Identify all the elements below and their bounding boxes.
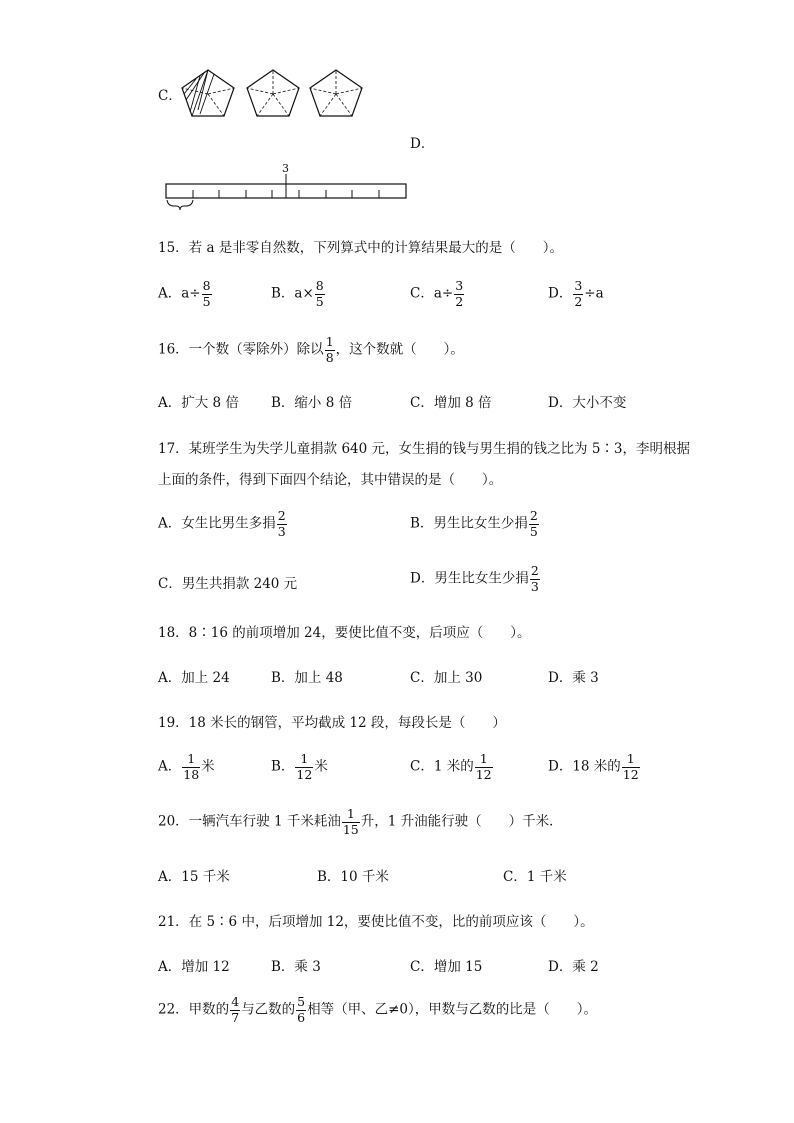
q19-stem: 19．18 米长的钢管，平均截成 12 段，每段长是（ ） (158, 715, 506, 731)
q15-stem: 15．若 a 是非零自然数，下列算式中的计算结果最大的是（ ）。 (158, 240, 564, 256)
q19-a-tail: 米 (201, 758, 215, 775)
q17-stem-line1: 17．某班学生为失学儿童捐款 640 元，女生捐的钱与男生捐的钱之比为 5∶3，李明根据 (158, 441, 690, 457)
fraction: $\frac{2}{3}$ (530, 563, 539, 594)
q19-option-d[interactable] (548, 753, 641, 781)
q20-stem-b: 升，1 升油能行驶（ ）千米． (360, 813, 563, 830)
fraction: $\frac{3}{2}$ (574, 278, 583, 309)
q20-option-b[interactable]: B．10 千米 (317, 869, 389, 885)
pentagon-plain-2 (310, 70, 362, 116)
q17-option-d[interactable] (410, 565, 541, 593)
q15-c-label: C．a÷ (410, 285, 454, 302)
q21-option-b[interactable]: B．乘 3 (271, 959, 321, 975)
q20-option-a[interactable]: A．15 千米 (158, 869, 230, 885)
q22-stem (158, 996, 597, 1024)
q19-b-tail: 米 (314, 758, 328, 775)
fraction: $\frac{8}{5}$ (202, 278, 211, 309)
q17-option-b[interactable] (410, 510, 540, 538)
ruler-mark-label: 3 (282, 162, 289, 175)
q17-b-label: B．男生比女生少捐 (410, 515, 528, 532)
q19-c-label: C．1 米的 (410, 758, 474, 775)
q21-stem: 21．在 5∶6 中，后项增加 12，要使比值不变，比的前项应该（ ）。 (158, 914, 594, 930)
q19-b-label: B． (271, 758, 295, 775)
pentagon-figures (178, 66, 368, 118)
q17-a-label: A．女生比男生多捐 (158, 515, 276, 532)
fraction: $\frac{1}{12}$ (296, 751, 313, 782)
q16-option-d[interactable]: D．大小不变 (548, 395, 627, 411)
q16-stem-a: 16．一个数（零除外）除以 (158, 341, 324, 358)
q15-b-label: B．a× (271, 285, 314, 302)
q18-option-a[interactable]: A．加上 24 (158, 670, 230, 686)
fraction: $\frac{3}{2}$ (455, 278, 464, 309)
q17-option-c[interactable]: C．男生共捐款 240 元 (158, 576, 298, 592)
fraction: $\frac{1}{18}$ (183, 751, 200, 782)
q21-option-a[interactable]: A．增加 12 (158, 959, 230, 975)
fraction: $\frac{1}{12}$ (622, 751, 639, 782)
q19-option-b[interactable] (271, 753, 328, 781)
q18-option-b[interactable]: B．加上 48 (271, 670, 343, 686)
q20-option-c[interactable]: C．1 千米 (503, 869, 567, 885)
option-c-label: C． (158, 88, 182, 104)
q16-stem-b: ，这个数就（ ）。 (335, 341, 464, 358)
q16-stem (158, 336, 464, 364)
q16-option-b[interactable]: B．缩小 8 倍 (271, 395, 353, 411)
q15-option-b[interactable] (271, 280, 326, 308)
q18-option-c[interactable]: C．加上 30 (410, 670, 483, 686)
q16-option-a[interactable]: A．扩大 8 倍 (158, 395, 239, 411)
fraction: $\frac{5}{6}$ (297, 994, 306, 1025)
q21-option-d[interactable]: D．乘 2 (548, 959, 599, 975)
fraction: $\frac{2}{3}$ (277, 508, 286, 539)
q16-option-c[interactable]: C．增加 8 倍 (410, 395, 492, 411)
q15-a-label: A．a÷ (158, 285, 201, 302)
q17-d-label: D．男生比女生少捐 (410, 570, 529, 587)
q15-option-d[interactable] (548, 280, 604, 308)
fraction: $\frac{4}{7}$ (231, 994, 240, 1025)
q15-d-tail: ÷a (584, 285, 604, 302)
pentagon-shaded (182, 70, 234, 116)
q22-stem-c: 相等（甲、乙≠0），甲数与乙数的比是（ ）。 (307, 1001, 597, 1018)
q18-option-d[interactable]: D．乘 3 (548, 670, 599, 686)
pentagon-plain-1 (247, 70, 299, 116)
fraction: $\frac{1}{8}$ (325, 334, 334, 365)
q19-option-c[interactable] (410, 753, 494, 781)
q17-option-a[interactable] (158, 510, 288, 538)
q15-option-c[interactable] (410, 280, 465, 308)
fraction: $\frac{1}{15}$ (342, 806, 359, 837)
q22-stem-b: 与乙数的 (241, 1001, 296, 1018)
option-d-label: D． (410, 136, 435, 152)
fraction: $\frac{1}{12}$ (475, 751, 492, 782)
q20-stem (158, 808, 563, 836)
ruler-figure (160, 160, 412, 216)
fraction: $\frac{2}{5}$ (529, 508, 538, 539)
q20-stem-a: 20．一辆汽车行驶 1 千米耗油 (158, 813, 341, 830)
q15-option-a[interactable] (158, 280, 213, 308)
q19-d-label: D．18 米的 (548, 758, 621, 775)
q15-d-label: D． (548, 285, 573, 302)
q22-stem-a: 22．甲数的 (158, 1001, 230, 1018)
q19-a-label: A． (158, 758, 182, 775)
q21-option-c[interactable]: C．增加 15 (410, 959, 483, 975)
q19-option-a[interactable] (158, 753, 215, 781)
q17-stem-line2: 上面的条件，得到下面四个结论，其中错误的是（ ）。 (158, 472, 503, 488)
q18-stem: 18．8∶16 的前项增加 24，要使比值不变，后项应（ ）。 (158, 625, 531, 641)
fraction: $\frac{8}{5}$ (315, 278, 324, 309)
